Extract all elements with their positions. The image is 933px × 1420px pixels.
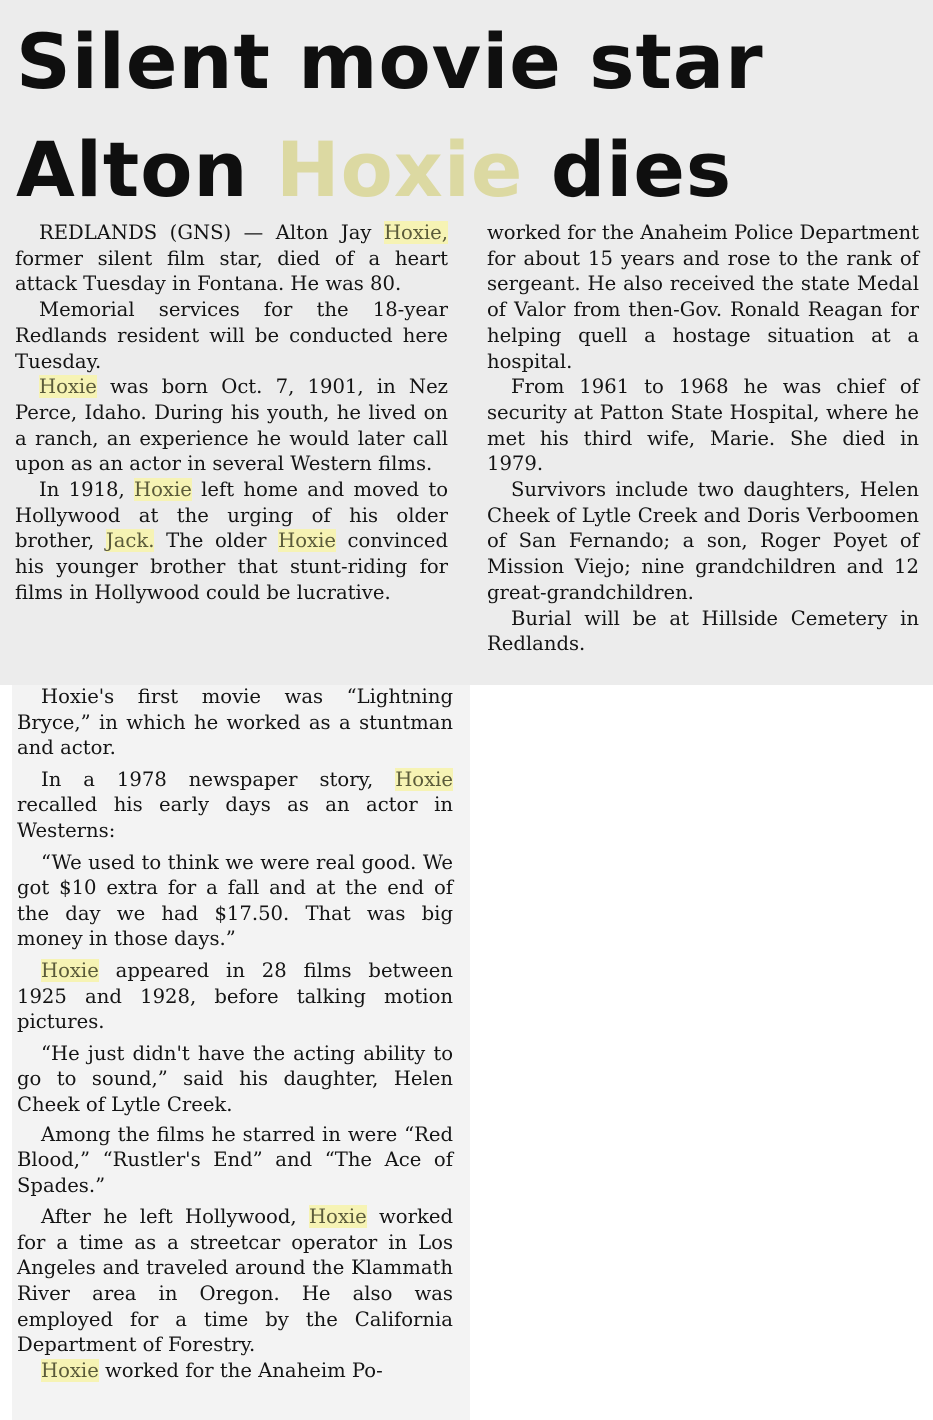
paragraph-police-continued: worked for the Anaheim Police Department for about 15 years and rose to the rank of sergeant. He also received the state Medal of Valor from then-Gov. Ronald Reagan for helping quell a hostage situation at a hospital. <box>487 221 919 373</box>
article-column-right <box>487 220 919 657</box>
article-column-left-bottom <box>17 684 453 1383</box>
paragraph-quote: “We used to think we were real good. We got $10 extra for a fall and at the end of the day we had $17.50. That was big money in those days.” <box>17 850 453 951</box>
paragraph-memorial: Memorial services for the 18-year Redlands resident will be conducted here Tuesday. <box>15 298 448 373</box>
paragraph-birth: Hoxie was born Oct. 7, 1901, in Nez Perce, Idaho. During his youth, he lived on a ranch, an experience he would later call upon as an actor in several Western films. <box>15 375 448 476</box>
paragraph-patton: From 1961 to 1968 he was chief of security at Patton State Hospital, where he met his third wife, Marie. She died in 1979. <box>487 375 919 476</box>
highlighted-name: Hoxie <box>395 767 453 791</box>
highlighted-name: Hoxie, <box>383 221 448 244</box>
paragraph-police-start <box>17 1358 453 1384</box>
paragraph-1978-story: In a 1978 newspaper story, Hoxie recalled his early days as an actor in Westerns: <box>17 767 453 842</box>
highlighted-name: Hoxie <box>39 375 97 399</box>
paragraph-dateline: REDLANDS (GNS) — Alton Jay Hoxie, former silent film star, died of a heart attack Tuesday in Fontana. He was 80. <box>15 221 448 296</box>
highlighted-name: Hoxie <box>278 529 336 553</box>
paragraph-survivors: Survivors include two daughters, Helen Cheek of Lytle Creek and Doris Verboomen of San Fernando; a son, Roger Poyet of Mission Viejo; nine grandchildren and 12 great-grandchildren. <box>487 478 919 604</box>
police-start-text: worked for the Anaheim Po- <box>98 1358 383 1382</box>
headline-line-2-end: dies <box>523 125 733 214</box>
headline <box>16 8 916 224</box>
paragraph-daughter-quote: “He just didn't have the acting ability to go to sound,” said his daughter, Helen Cheek of Lytle Creek. <box>17 1041 453 1116</box>
paragraph-hollywood-move: In 1918, Hoxie left home and moved to Hollywood at the urging of his older brother, Jack. The older Hoxie convinced his younger brother that stunt-riding for films in Hollywood could be lucrative. <box>15 478 448 604</box>
paragraph-first-movie: Hoxie's first movie was “Lightning Bryce,” in which he worked as a stuntman and actor. <box>17 685 453 760</box>
article-column-left-top <box>15 220 448 606</box>
headline-line-2-start: Alton <box>16 125 276 214</box>
paragraph-after-hollywood: After he left Hollywood, Hoxie worked for a time as a streetcar operator in Los Angeles and traveled around the Klammath River area in Oregon. He also was employed for a time by the California Department of Forestry. <box>17 1205 453 1357</box>
highlighted-name: Hoxie <box>41 1358 99 1382</box>
highlighted-name: Hoxie <box>41 958 99 982</box>
highlighted-name: Jack. <box>105 529 155 553</box>
highlighted-name: Hoxie <box>308 1205 367 1229</box>
headline-highlight: Hoxie <box>275 125 524 214</box>
highlighted-name: Hoxie <box>134 478 192 502</box>
headline-line-1: Silent movie star <box>16 17 764 106</box>
paragraph-films-count: Hoxie appeared in 28 films between 1925 and 1928, before talking motion pictures. <box>17 958 453 1034</box>
paragraph-films-starred: Among the films he starred in were “Red Blood,” “Rustler's End” and “The Ace of Spades.” <box>17 1122 453 1197</box>
paragraph-burial: Burial will be at Hillside Cemetery in Redlands. <box>487 606 919 656</box>
